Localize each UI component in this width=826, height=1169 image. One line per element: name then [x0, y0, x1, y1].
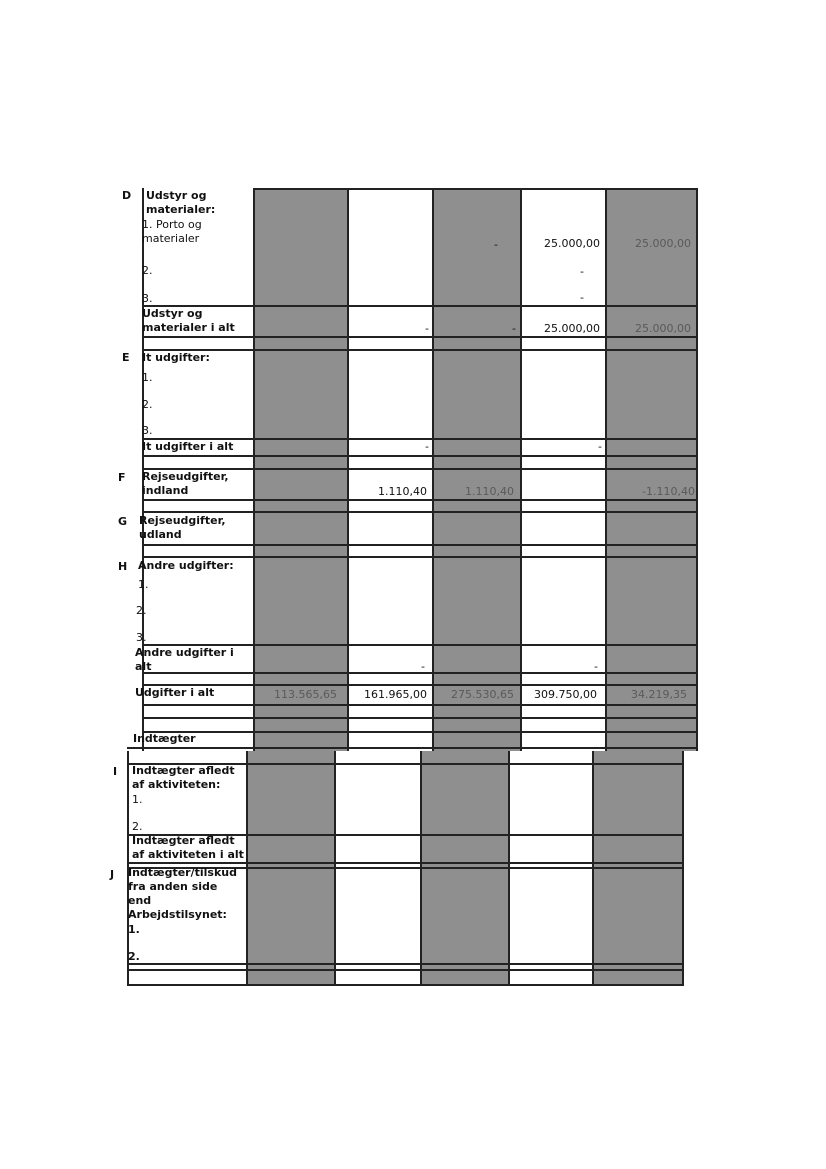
- section-i-total: Indtægter afledt: [132, 834, 235, 847]
- section-letter-e: E: [122, 351, 130, 364]
- f-col5: -1.110,40: [642, 485, 695, 498]
- section-i-total-cont: af aktiviteten i alt: [132, 848, 244, 861]
- section-h-total-cont: alt: [135, 660, 152, 673]
- d-total-col2-dash: -: [425, 322, 429, 335]
- section-h-item3: 3.: [136, 631, 147, 644]
- section-d-total: Udstyr og: [142, 307, 203, 320]
- section-e-title: It udgifter:: [142, 351, 210, 364]
- column-band-1-lower: [246, 751, 334, 986]
- section-letter-i: I: [113, 765, 118, 778]
- section-d-title: Udstyr og: [146, 189, 207, 202]
- section-d-item2: 2.: [142, 264, 153, 277]
- d-item1-col3-dash: -: [494, 238, 498, 251]
- indtaegter-heading: Indtægter: [133, 732, 196, 745]
- column-band-1: [253, 188, 347, 751]
- section-i-item1: 1.: [132, 793, 143, 806]
- section-h-title: Andre udgifter:: [138, 559, 234, 572]
- udgifter-total-col3: 275.530,65: [451, 688, 514, 701]
- section-g-title: Rejseudgifter,: [139, 514, 226, 527]
- udgifter-total-col4: 309.750,00: [534, 688, 597, 701]
- section-j-title: Indtægter/tilskud: [128, 866, 237, 879]
- d-total-col4: 25.000,00: [544, 322, 600, 335]
- section-letter-j: J: [110, 868, 115, 881]
- section-h-total: Andre udgifter i: [135, 646, 234, 659]
- section-j-item1: 1.: [128, 923, 140, 936]
- section-e-item2: 2.: [142, 398, 153, 411]
- section-d-title-cont: materialer:: [146, 203, 216, 216]
- section-e-total: It udgifter i alt: [142, 440, 234, 453]
- section-j-title-cont3: Arbejdstilsynet:: [128, 908, 227, 921]
- section-letter-f: F: [118, 471, 126, 484]
- section-h-item2: 2.: [136, 604, 147, 617]
- section-d-item1: 1. Porto og: [142, 218, 202, 231]
- section-j-item2: 2.: [128, 950, 140, 963]
- d-item2-col4-dash: -: [580, 265, 584, 278]
- udgifter-total-col2: 161.965,00: [364, 688, 427, 701]
- section-letter-d: D: [122, 189, 132, 202]
- section-e-item3: 3.: [142, 424, 153, 437]
- section-i-item2: 2.: [132, 820, 143, 833]
- section-f-title-cont: indland: [142, 484, 189, 497]
- udgifter-total-label: Udgifter i alt: [135, 686, 215, 699]
- d-item3-col4-dash: -: [580, 291, 584, 304]
- d-item1-col4: 25.000,00: [544, 237, 600, 250]
- d-total-col3-dash: -: [512, 322, 516, 335]
- udgifter-total-col5: 34.219,35: [631, 688, 687, 701]
- column-band-5-lower: [592, 751, 682, 986]
- section-letter-h: H: [118, 560, 128, 573]
- e-total-col4-dash: -: [598, 440, 602, 453]
- column-band-3: [432, 188, 520, 751]
- section-f-title: Rejseudgifter,: [142, 470, 229, 483]
- section-i-title: Indtægter afledt: [132, 764, 235, 777]
- section-d-total-cont: materialer i alt: [142, 321, 235, 334]
- section-d-item3: 3.: [142, 292, 153, 305]
- section-j-title-cont2: end: [128, 894, 152, 907]
- h-total-col4-dash: -: [594, 660, 598, 673]
- f-col2: 1.110,40: [378, 485, 427, 498]
- section-d-item1-cont: materialer: [142, 232, 200, 245]
- d-total-col5: 25.000,00: [635, 322, 691, 335]
- h-total-col2-dash: -: [421, 660, 425, 673]
- f-col3: 1.110,40: [465, 485, 514, 498]
- e-total-col2-dash: -: [425, 440, 429, 453]
- column-band-3-lower: [420, 751, 508, 986]
- section-h-item1: 1.: [138, 578, 149, 591]
- section-letter-g: G: [118, 515, 128, 528]
- section-g-title-cont: udland: [139, 528, 182, 541]
- section-j-title-cont: fra anden side: [128, 880, 218, 893]
- column-band-5: [605, 188, 696, 751]
- udgifter-total-col1: 113.565,65: [274, 688, 337, 701]
- section-e-item1: 1.: [142, 371, 153, 384]
- section-i-title-cont: af aktiviteten:: [132, 778, 221, 791]
- d-item1-col5: 25.000,00: [635, 237, 691, 250]
